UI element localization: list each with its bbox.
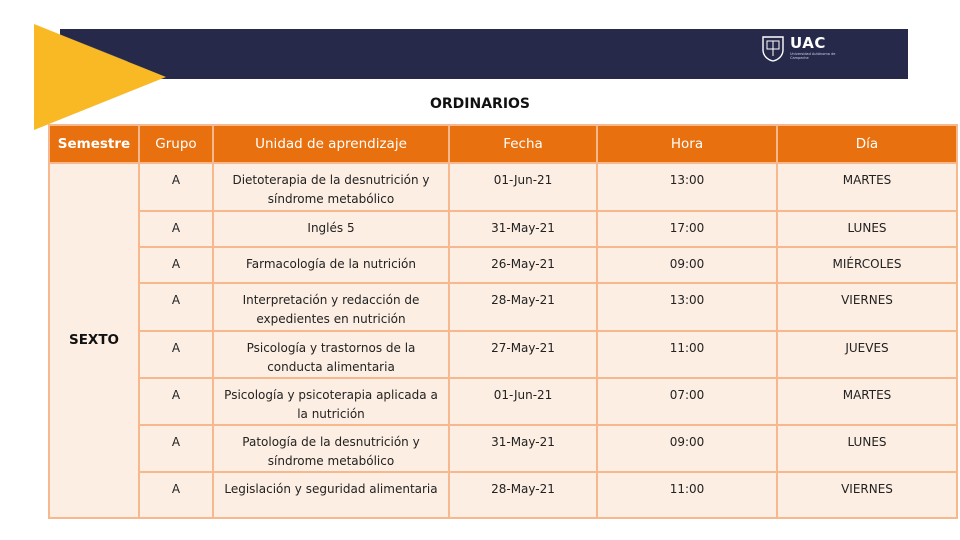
grupo-cell: A: [139, 247, 213, 283]
hora-cell: 11:00: [597, 472, 777, 518]
dia-cell: MARTES: [777, 378, 957, 425]
dia-cell: LUNES: [777, 211, 957, 247]
grupo-cell: A: [139, 283, 213, 331]
yellow-triangle-decoration: [34, 24, 166, 130]
table-row: [49, 425, 957, 472]
table-row: [49, 283, 957, 331]
table-header-row: [49, 125, 957, 163]
unidad-cell: Interpretación y redacción de expedientes en nutrición: [213, 283, 449, 331]
shield-icon: [762, 36, 784, 62]
column-header-dia: Día: [777, 125, 957, 163]
grupo-cell: A: [139, 425, 213, 472]
dia-cell: MARTES: [777, 163, 957, 211]
grupo-cell: A: [139, 472, 213, 518]
column-header-semestre: Semestre: [49, 125, 139, 163]
unidad-cell: Inglés 5: [213, 211, 449, 247]
hora-cell: 11:00: [597, 331, 777, 378]
dia-cell: VIERNES: [777, 283, 957, 331]
fecha-cell: 27-May-21: [449, 331, 597, 378]
schedule-table: [48, 124, 958, 519]
fecha-cell: 31-May-21: [449, 425, 597, 472]
fecha-cell: 01-Jun-21: [449, 163, 597, 211]
hora-cell: 17:00: [597, 211, 777, 247]
grupo-cell: A: [139, 331, 213, 378]
column-header-unidad: Unidad de aprendizaje: [213, 125, 449, 163]
hora-cell: 13:00: [597, 283, 777, 331]
logo-text: UAC: [790, 34, 826, 52]
university-logo: [760, 34, 840, 68]
table-row: [49, 247, 957, 283]
table-row: [49, 331, 957, 378]
table-row: [49, 211, 957, 247]
fecha-cell: 01-Jun-21: [449, 378, 597, 425]
unidad-cell: Farmacología de la nutrición: [213, 247, 449, 283]
fecha-cell: 31-May-21: [449, 211, 597, 247]
dia-cell: MIÉRCOLES: [777, 247, 957, 283]
unidad-cell: Psicología y trastornos de la conducta alimentaria: [213, 331, 449, 378]
unidad-cell: Dietoterapia de la desnutrición y síndrome metabólico: [213, 163, 449, 211]
dia-cell: LUNES: [777, 425, 957, 472]
dia-cell: VIERNES: [777, 472, 957, 518]
table-row: [49, 378, 957, 425]
grupo-cell: A: [139, 378, 213, 425]
dia-cell: JUEVES: [777, 331, 957, 378]
table-row: [49, 472, 957, 518]
unidad-cell: Psicología y psicoterapia aplicada a la nutrición: [213, 378, 449, 425]
fecha-cell: 26-May-21: [449, 247, 597, 283]
grupo-cell: A: [139, 211, 213, 247]
unidad-cell: Patología de la desnutrición y síndrome metabólico: [213, 425, 449, 472]
hora-cell: 09:00: [597, 425, 777, 472]
column-header-hora: Hora: [597, 125, 777, 163]
unidad-cell: Legislación y seguridad alimentaria: [213, 472, 449, 518]
semestre-cell: SEXTO: [49, 163, 139, 518]
hora-cell: 13:00: [597, 163, 777, 211]
table-row: [49, 163, 957, 211]
hora-cell: 09:00: [597, 247, 777, 283]
logo-subtitle: Universidad Autónoma de Campeche: [790, 52, 836, 60]
fecha-cell: 28-May-21: [449, 283, 597, 331]
column-header-grupo: Grupo: [139, 125, 213, 163]
grupo-cell: A: [139, 163, 213, 211]
hora-cell: 07:00: [597, 378, 777, 425]
page-title: ORDINARIOS: [429, 96, 531, 112]
column-header-fecha: Fecha: [449, 125, 597, 163]
fecha-cell: 28-May-21: [449, 472, 597, 518]
